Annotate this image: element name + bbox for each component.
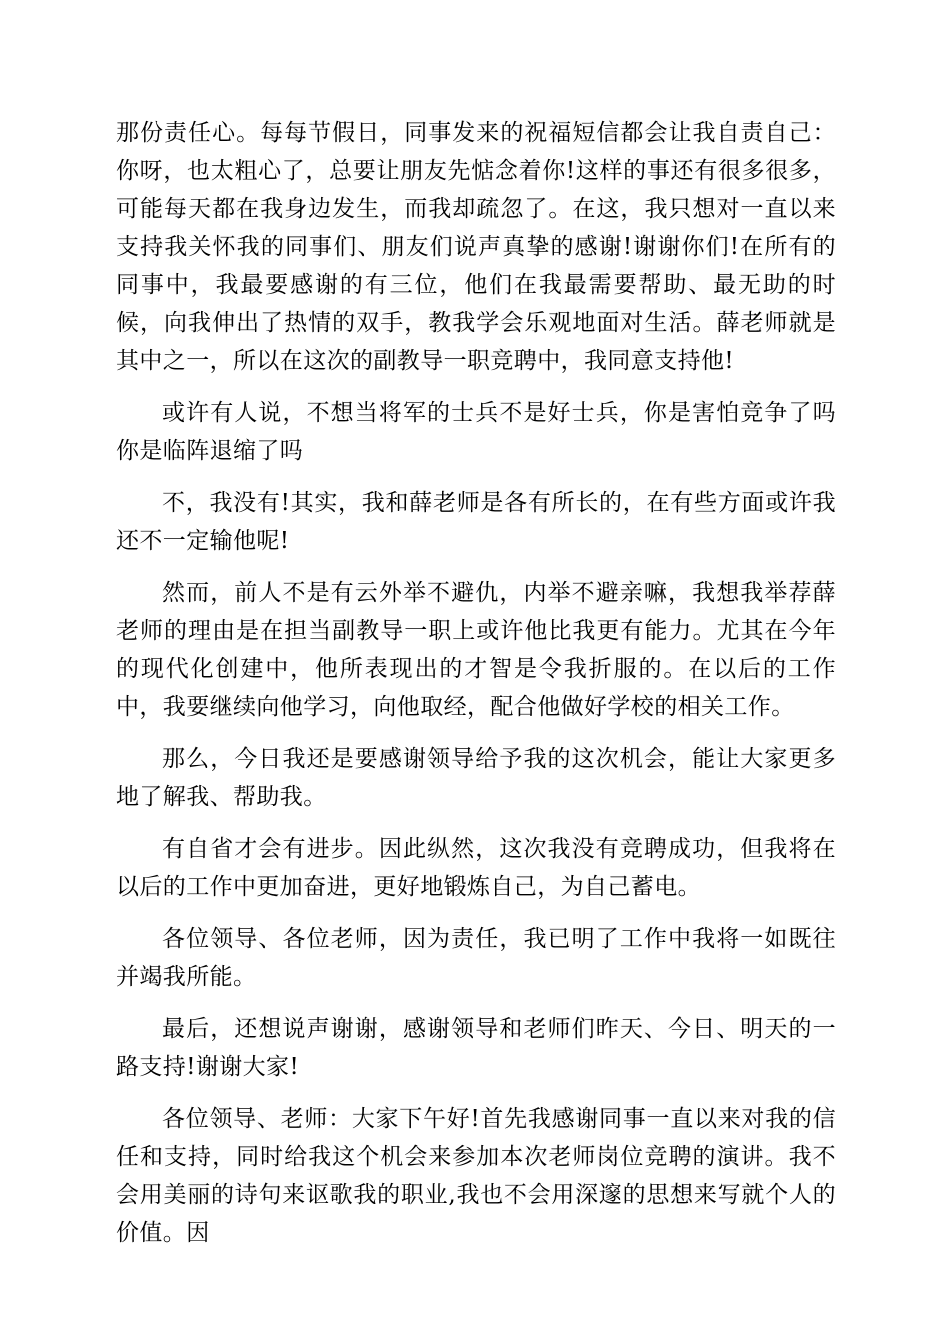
- paragraph-2: 或许有人说，不想当将军的士兵不是好士兵，你是害怕竞争了吗你是临阵退缩了吗: [116, 400, 836, 464]
- paragraph-1: 那份责任心。每每节假日，同事发来的祝福短信都会让我自责自己：你呀，也太粗心了，总要让朋友先惦念着你!这样的事还有很多很多，可能每天都在我身边发生，而我却疏忽了。在这，我只想对一直以来支持我关怀我的同事们、朋友们说声真挚的感谢!谢谢你们!在所有的同事中，我最要感谢的有三位，他们在我最需要帮助、最无助的时候，向我伸出了热情的双手，教我学会乐观地面对生活。薛老师就是其中之一，所以在这次的副教导一职竞聘中，我同意支持他!: [116, 120, 836, 374]
- paragraph-6: 有自省才会有进步。因此纵然，这次我没有竞聘成功，但我将在以后的工作中更加奋进，更好地锻炼自己，为自己蓄电。: [116, 836, 836, 900]
- paragraph-9: 各位领导、老师：大家下午好!首先我感谢同事一直以来对我的信任和支持，同时给我这个机会来参加本次老师岗位竞聘的演讲。我不会用美丽的诗句来讴歌我的职业,我也不会用深邃的思想来写就个人的价值。因: [116, 1106, 836, 1246]
- paragraph-3: 不，我没有!其实，我和薛老师是各有所长的，在有些方面或许我还不一定输他呢!: [116, 490, 836, 554]
- paragraph-7: 各位领导、各位老师，因为责任，我已明了工作中我将一如既往并竭我所能。: [116, 926, 836, 990]
- paragraph-4: 然而，前人不是有云外举不避仇，内举不避亲嘛，我想我举荐薛老师的理由是在担当副教导一职上或许他比我更有能力。尤其在今年的现代化创建中，他所表现出的才智是令我折服的。在以后的工作中，我要继续向他学习，向他取经，配合他做好学校的相关工作。: [116, 580, 836, 720]
- document-body: [116, 114, 836, 1266]
- paragraph-5: 那么，今日我还是要感谢领导给予我的这次机会，能让大家更多地了解我、帮助我。: [116, 746, 836, 810]
- paragraph-8: 最后，还想说声谢谢，感谢领导和老师们昨天、今日、明天的一路支持!谢谢大家!: [116, 1016, 836, 1080]
